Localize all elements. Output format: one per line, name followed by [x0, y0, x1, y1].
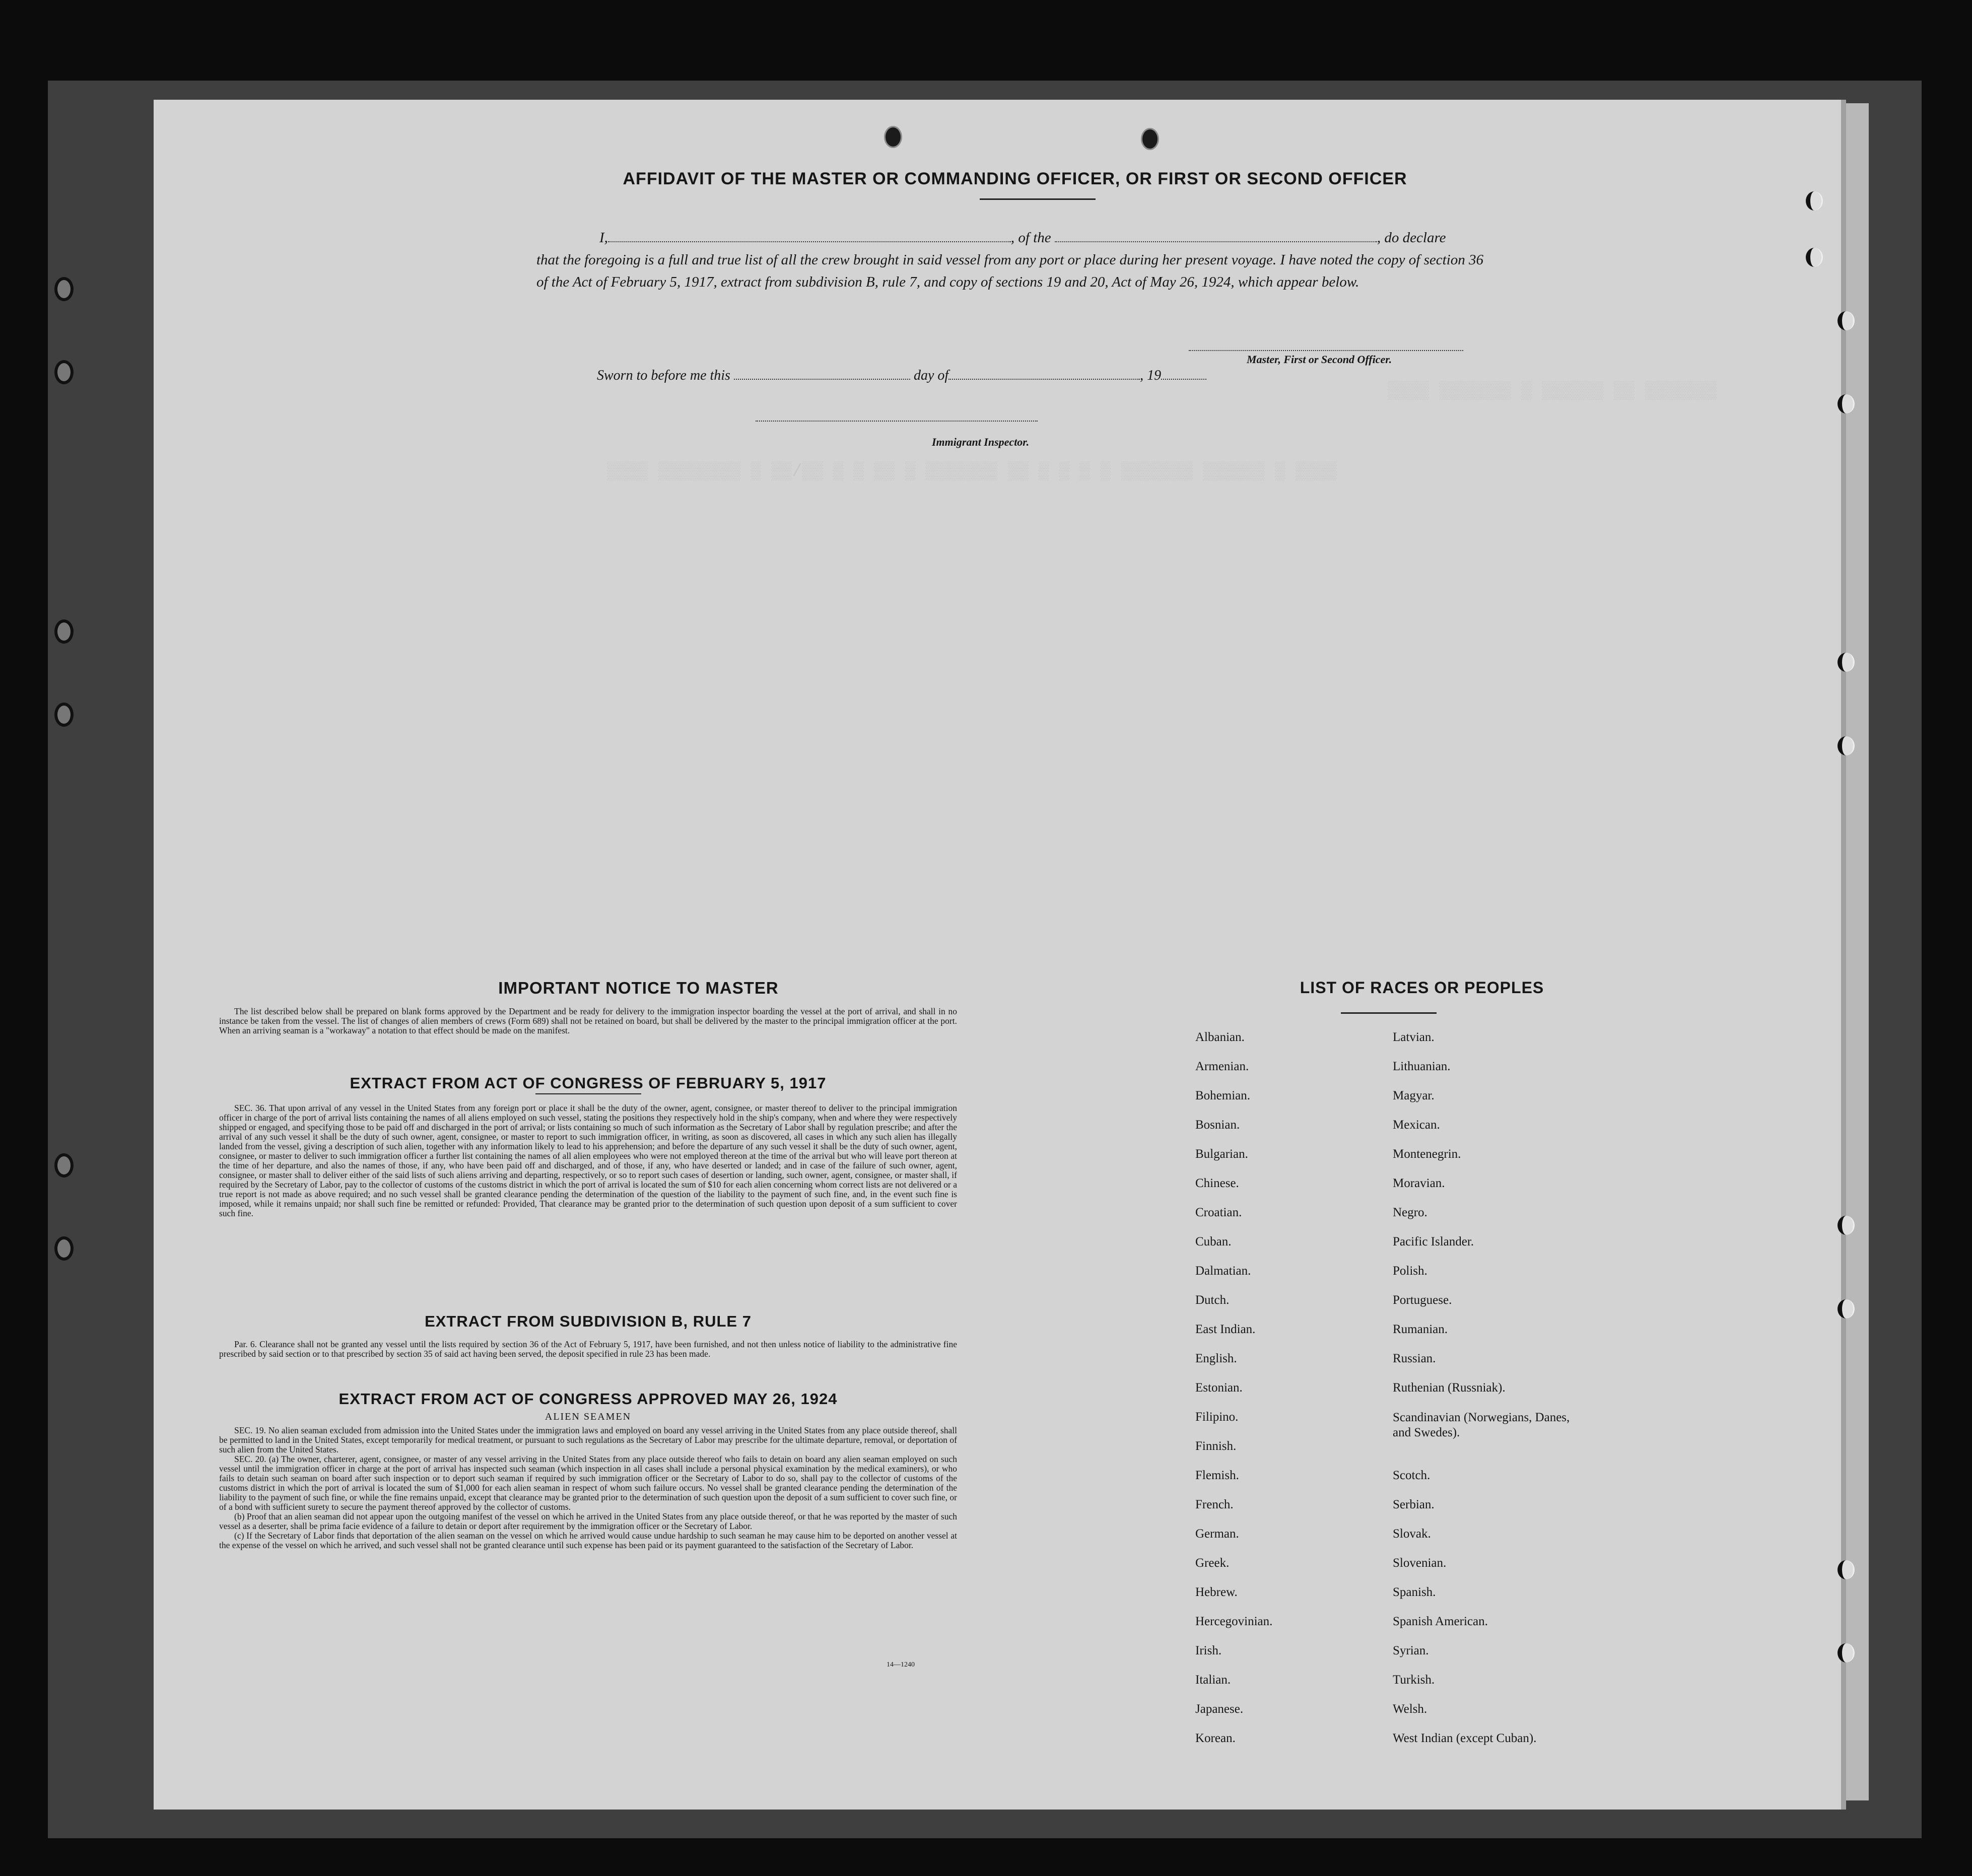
sworn-month-field[interactable]	[948, 379, 1140, 380]
race-item: Filipino.	[1195, 1410, 1239, 1424]
race-item: Finnish.	[1195, 1439, 1237, 1453]
extract-1917-section	[219, 1074, 957, 1218]
race-item: Flemish.	[1195, 1469, 1239, 1482]
race-item: Latvian.	[1393, 1030, 1435, 1044]
race-item: Spanish American.	[1393, 1615, 1488, 1628]
punch-hole-icon	[54, 703, 74, 727]
sworn-row	[597, 368, 1206, 384]
race-item: Chinese.	[1195, 1176, 1239, 1190]
race-item: Armenian.	[1195, 1060, 1249, 1073]
punch-hole-icon	[1838, 311, 1855, 330]
races-underline	[1341, 1012, 1437, 1014]
affidavit-title: AFFIDAVIT OF THE MASTER OR COMMANDING OFFICER, OR FIRST OR SECOND OFFICER	[623, 169, 1407, 188]
race-item: Italian.	[1195, 1673, 1231, 1687]
race-item: Japanese.	[1195, 1702, 1244, 1716]
race-item: Moravian.	[1393, 1176, 1445, 1190]
sec-20c-text: (c) If the Secretary of Labor finds that deportation of the alien seaman on the vessel on which he arrived would cause undue hardship to such seaman he may cause him to be deported on another vessel at the expense of the vessel on which he arrived, and such vessel shall not be granted clearance until such expense has been paid or its payment guaranteed to the satisfaction of the Secretary of Labor.	[219, 1531, 957, 1550]
race-item: Portuguese.	[1393, 1293, 1452, 1307]
race-item: English.	[1195, 1352, 1237, 1365]
affidavit-i: I,	[599, 230, 608, 246]
sec-20b-text: (b) Proof that an alien seaman did not appear upon the outgoing manifest of the vessel on which he arrived in the United States from any place outside thereof, or that he was reported by the master of such vessel as a deserter, shall be prima facie evidence of a failure to detain or deport after requirement by the immigration officer or the Secretary of Labor.	[219, 1511, 957, 1531]
race-item: Montenegrin.	[1393, 1147, 1461, 1161]
punch-hole-icon	[1141, 128, 1159, 150]
race-item: Pacific Islander.	[1393, 1235, 1474, 1248]
race-item: Ruthenian (Russniak).	[1393, 1381, 1506, 1395]
bleed-through-text: ▒▒▒▒ ▒▒▒▒▒▒▒▒ ▒ ▒▒/▒▒ ▒ ▒ ▒▒ ▒ ▒▒▒▒▒▒▒ ▒▒ ▒ ▒ ▒ ▒ ▒▒▒▒▒▒▒ ▒▒▒▒▒▒ ▒ ▒▒▒▒	[607, 462, 1337, 481]
race-item: Russian.	[1393, 1352, 1436, 1365]
race-item: Irish.	[1195, 1644, 1222, 1657]
extract-1924-section	[219, 1390, 957, 1550]
affidavit-text	[536, 227, 1483, 293]
alien-seamen-subheading: ALIEN SEAMEN	[545, 1411, 632, 1422]
race-item: Estonian.	[1195, 1381, 1243, 1395]
races-heading: LIST OF RACES OR PEOPLES	[1300, 979, 1544, 997]
punch-hole-icon	[54, 619, 74, 644]
race-item: Scandinavian (Norwegians, Danes, and Swedes).	[1393, 1411, 1570, 1439]
affidavit-of-the: , of the	[1010, 230, 1051, 246]
extract-rule7-text: Par. 6. Clearance shall not be granted any vessel until the lists required by section 36 of the Act of February 5, 1917, have been furnished, and not then unless notice of liability to the administrative fine prescribed by said section or to that prescribed by section 35 of said act having been served, the deposit specified in rule 23 has been made.	[219, 1339, 957, 1359]
extract-rule7-heading: EXTRACT FROM SUBDIVISION B, RULE 7	[425, 1312, 752, 1330]
extract-1924-heading: EXTRACT FROM ACT OF CONGRESS APPROVED MAY 26, 1924	[338, 1390, 838, 1408]
punch-hole-icon	[1838, 1560, 1855, 1579]
punch-hole-icon	[54, 277, 74, 301]
race-item: Croatian.	[1195, 1206, 1242, 1219]
race-item: Polish.	[1393, 1264, 1427, 1278]
affidavit-do-declare: , do declare	[1377, 230, 1446, 246]
races-right-column	[1393, 1030, 1574, 1761]
punch-hole-icon	[1806, 191, 1823, 211]
sworn-day-field[interactable]	[734, 379, 910, 380]
races-left-column	[1195, 1030, 1272, 1761]
race-item: Mexican.	[1393, 1118, 1440, 1132]
race-item: Bohemian.	[1195, 1089, 1251, 1102]
race-item: Hebrew.	[1195, 1585, 1238, 1599]
punch-hole-icon	[1838, 1643, 1855, 1662]
master-caption: Master, First or Second Officer.	[1247, 353, 1392, 366]
race-item: Bulgarian.	[1195, 1147, 1248, 1161]
punch-hole-icon	[1838, 1299, 1855, 1318]
sworn-year-field[interactable]	[1161, 379, 1206, 380]
race-item: Korean.	[1195, 1731, 1236, 1745]
extract-rule7-section	[219, 1312, 957, 1359]
inspector-signature-field[interactable]	[756, 421, 1038, 422]
race-item: West Indian (except Cuban).	[1393, 1731, 1537, 1745]
form-code: 14—1240	[887, 1661, 915, 1669]
race-item: German.	[1195, 1527, 1239, 1541]
race-item: Magyar.	[1393, 1089, 1435, 1102]
sworn-prefix: Sworn to before me this	[597, 368, 730, 383]
sec-20a-text: SEC. 20. (a) The owner, charterer, agent, consignee, or master of any vessel arriving in the United States from any place outside thereof who fails to detain on board any alien seaman employed on such vessel until the immigration officer in charge at the port of arrival has inspected such seaman (which inspection in all cases shall include a personal physical examination by the medical examiners), or who fails to detain such seaman on board after such inspection or to deport such seaman if required by such immigration officer or the Secretary of Labor to do so, shall pay to the collector of customs of the customs district in which the port of arrival is located the sum of $1,000 for each alien seaman in respect of whom such failure occurs. No vessel shall be granted clearance pending the determination of the liability to the payment of such fine, or while the fine remains unpaid, except that clearance may be granted prior to the determination of such question upon the deposit of a sum sufficient to cover such fine, or of a bond with sufficient surety to secure the payment thereof approved by the collector of customs.	[219, 1454, 957, 1512]
race-item: East Indian.	[1195, 1323, 1256, 1336]
punch-hole-icon	[1806, 248, 1823, 267]
race-item: Bosnian.	[1195, 1118, 1240, 1132]
punch-hole-icon	[1838, 736, 1855, 755]
sworn-day-of: day of	[913, 368, 949, 383]
title-underline	[980, 198, 1096, 200]
inspector-caption: Immigrant Inspector.	[932, 436, 1030, 448]
officer-name-field[interactable]	[608, 228, 1011, 242]
sworn-year-prefix: , 19	[1140, 368, 1162, 383]
race-item: Greek.	[1195, 1556, 1230, 1570]
race-item: Slovenian.	[1393, 1556, 1447, 1570]
race-item: Dutch.	[1195, 1293, 1230, 1307]
race-item: Syrian.	[1393, 1644, 1429, 1657]
notice-section	[219, 979, 957, 1035]
race-item: French.	[1195, 1498, 1234, 1511]
race-item: Cuban.	[1195, 1235, 1232, 1248]
notice-heading: IMPORTANT NOTICE TO MASTER	[498, 979, 779, 997]
race-item: Rumanian.	[1393, 1323, 1448, 1336]
race-item: Scotch.	[1393, 1469, 1431, 1482]
race-item: Lithuanian.	[1393, 1060, 1451, 1073]
bleed-through-text: ▒▒▒▒ ▒▒▒▒▒▒▒ ▒ ▒▒▒▒▒▒ ▒▒ ▒▒▒▒▒▒▒	[1388, 382, 1717, 401]
punch-hole-icon	[54, 360, 74, 384]
race-item: Serbian.	[1393, 1498, 1435, 1511]
punch-hole-icon	[54, 1153, 74, 1177]
extract-1917-underline	[535, 1093, 641, 1094]
race-item: Negro.	[1393, 1206, 1427, 1219]
affidavit-body: that the foregoing is a full and true list of all the crew brought in said vessel from any port or place during her present voyage. I have noted the copy of section 36 of the Act of February 5, 1917, extract from subdivision B, rule 7, and copy of sections 19 and 20, Act of May 26, 1924, which appear below.	[536, 252, 1483, 290]
document-page	[154, 100, 1841, 1810]
master-signature-field[interactable]	[1189, 350, 1463, 351]
extract-1924-text	[219, 1426, 957, 1550]
race-item: Dalmatian.	[1195, 1264, 1251, 1278]
extract-1917-heading: EXTRACT FROM ACT OF CONGRESS OF FEBRUARY 5, 1917	[350, 1074, 827, 1092]
race-item: Hercegovinian.	[1195, 1615, 1273, 1628]
race-item: Spanish.	[1393, 1585, 1436, 1599]
punch-hole-icon	[1838, 394, 1855, 413]
vessel-name-field[interactable]	[1055, 228, 1377, 242]
punch-hole-icon	[884, 126, 902, 148]
race-item: Turkish.	[1393, 1673, 1435, 1687]
notice-text: The list described below shall be prepared on blank forms approved by the Department and be ready for delivery to the immigration inspector boarding the vessel at the port of arrival, and shall in no instance be taken from the vessel. The list of changes of alien members of crews (Form 689) shall not be retained on board, but shall be delivered by the master to the principal immigration officer at the port. When an arriving seaman is a "workaway" a notation to that effect should be made on the manifest.	[219, 1006, 957, 1035]
sec-19-text: SEC. 19. No alien seaman excluded from admission into the United States under the immigration laws and employed on board any vessel arriving in the United States from any place outside thereof, shall be permitted to land in the United States, except temporarily for medical treatment, or pursuant to such regulations as the Secretary of Labor may prescribe for the ultimate departure, removal, or deportation of such alien from the United States.	[219, 1425, 957, 1454]
extract-1917-text: SEC. 36. That upon arrival of any vessel in the United States from any foreign port or place it shall be the duty of the owner, agent, consignee, or master thereof to deliver to the principal immigration officer in charge of the port of arrival lists containing the names of all aliens employed on such vessel, stating the positions they respectively hold in the ship's company, when and where they were respectively shipped or engaged, and specifying those to be paid off and discharged in the port of arrival; or lists containing so much of such information as the Secretary of Labor shall by regulation prescribe; and after the arrival of any such vessel it shall be the duty of such owner, agent, consignee, or master to report to such immigration officer, in writing, as soon as discovered, all cases in which any such alien has illegally landed from the vessel, giving a description of such alien, together with any information likely to lead to his apprehension; and before the departure of any such vessel it shall be the duty of such owner, agent, consignee, or master to deliver to such immigration officer a further list containing the names of all alien employees who were not employed thereon at the time of the arrival but who will leave port thereon at the time of her departure, and also the names of those, if any, who have been paid off and discharged, and of those, if any, who have deserted or landed; and in case of the failure of such owner, agent, consignee, or master shall to deliver either of the said lists of such aliens arriving and departing, respectively, or so to report such cases of desertion or landing, such owner, agent, consignee, or master shall, if required by the Secretary of Labor, pay to the collector of customs of the customs district in which the port of arrival is located the sum of $10 for each alien concerning whom correct lists are not delivered or a true report is not made as above required; and no such vessel shall be granted clearance pending the determination of the question of the liability to the payment of such fine, and, in the event such fine is imposed, while it remains unpaid; nor shall such fine be remitted or refunded: Provided, That clearance may be granted prior to the determination of such question upon deposit of a sum sufficient to cover such fine.	[219, 1103, 957, 1218]
punch-hole-icon	[1838, 653, 1855, 672]
race-item: Welsh.	[1393, 1702, 1427, 1716]
punch-hole-icon	[54, 1236, 74, 1261]
race-item: Albanian.	[1195, 1030, 1245, 1044]
race-item: Slovak.	[1393, 1527, 1431, 1541]
punch-hole-icon	[1838, 1216, 1855, 1235]
